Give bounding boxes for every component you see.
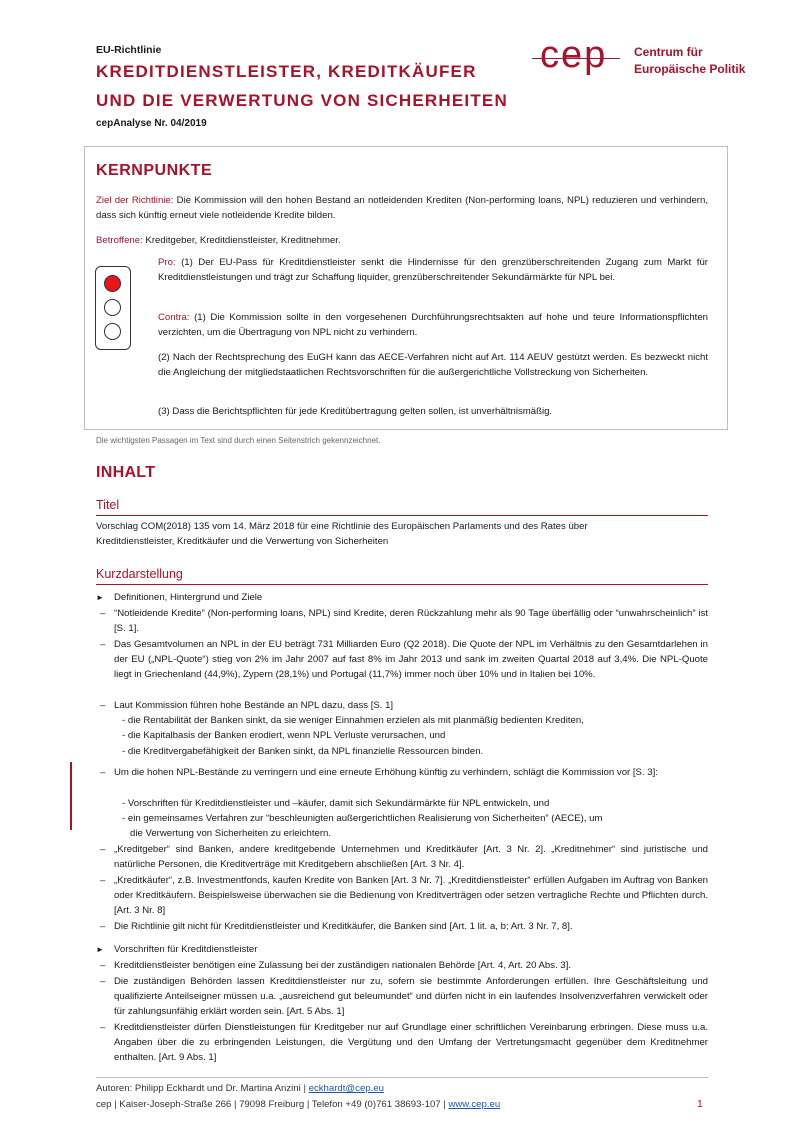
list-item: – Kreditdienstleister benötigen eine Zulassung bei der zuständigen nationalen Behörde [Art. 4, Art. 20 Abs. 3]. <box>100 960 572 971</box>
kurzdarstellung-underline <box>96 584 708 585</box>
page-number: 1 <box>697 1098 703 1110</box>
document-title-line-1: KREDITDIENSTLEISTER, KREDITKÄUFER <box>96 62 477 81</box>
kernpunkte-box <box>84 146 728 430</box>
ziel-label: Ziel der Richtlinie: <box>96 195 174 206</box>
document-kicker: EU-Richtlinie <box>96 44 162 56</box>
logo-text-line-1: Centrum für <box>634 45 703 59</box>
list-item: – „Kreditkäufer“, z.B. Investmentfonds, kaufen Kredite von Banken [Art. 3 Nr. 7]. „Kreditdienstleister“ erfüllen Aufgaben im Auftrag von Banken oder Kreditkäufern. Beispielsweise überwachen sie die Bedienung von Kreditverträgen oder setzen vertragliche Rechte und Pflichten durch. [Art. 3 Nr. 8] <box>100 875 708 917</box>
footer-authors: Autoren: Philipp Eckhardt und Dr. Martina Anzini | eckhardt@cep.eu <box>96 1083 384 1094</box>
list-item: – “Notleidende Kredite” (Non-performing loans, NPL) sind Kredite, deren Rückzahlung mehr als 90 Tage überfällig oder “unwahrscheinlich” ist [S. 1]. <box>100 608 708 635</box>
author-email-link[interactable]: eckhardt@cep.eu <box>308 1083 384 1094</box>
sub-list-item: die Verwertung von Sicherheiten zu erleichtern. <box>130 828 332 839</box>
logo-divider <box>532 58 620 59</box>
website-link[interactable]: www.cep.eu <box>448 1099 501 1110</box>
important-passage-marker <box>70 762 72 830</box>
section-arrow-icon: ► <box>96 945 104 954</box>
section-2-title: Vorschriften für Kreditdienstleister <box>114 944 258 955</box>
contra-3-paragraph: (3) Dass die Berichtspflichten für jede Kreditübertragung gelten sollen, ist unverhältnismäßig. <box>158 406 553 417</box>
betroffene-label: Betroffene: <box>96 235 143 246</box>
kurzdarstellung-heading: Kurzdarstellung <box>96 567 183 581</box>
contra-2-paragraph: (2) Nach der Rechtsprechung des EuGH kann das AECE-Verfahren nicht auf Art. 114 AEUV gestützt werden. Es bezweckt nicht die Angleichung der mitgliedstaatlichen Rechtsvorschriften für die außergerichtliche Vollstreckung von Sicherheiten. <box>158 352 708 378</box>
ziel-text: Die Kommission will den hohen Bestand an notleidenden Krediten (Non-performing loans, NPL) reduzieren und verhindern, dass sich künftig erneut viele notleidende Kredite bilden. <box>96 195 709 221</box>
section-1-title: Definitionen, Hintergrund und Ziele <box>114 592 263 603</box>
list-item: – „Kreditgeber“ sind Banken, andere kreditgebende Unternehmen und Kreditkäufer [Art. 3 Nr. 2]. „Kreditnehmer“ sind juristische und natürliche Personen, die Kreditverträge mit Kreditgebern abschließen [Art. 3 Nr. 4]. <box>100 844 708 871</box>
traffic-light-bottom-lamp <box>104 323 121 340</box>
list-item: – Die zuständigen Behörden lassen Kreditdienstleister nur zu, sofern sie bestimmte Anforderungen erfüllen. Ihre Geschäftsleitung und qualifizierte Anteilseigner müssen u.a. „ausreichend gut beleumundet“ und dürfen nicht in ein laufendes Insolvenzverfahren verwickelt oder für zahlungsunfähig erklärt worden sein. [Art. 5 Abs. 1] <box>100 976 708 1018</box>
list-item: – Kreditdienstleister dürfen Dienstleistungen für Kreditgeber nur auf Grundlage einer schriftlichen Vereinbarung erbringen. Diese muss u.a. Angaben über die zu erbringenden Leistungen, die Vergütung und den Umfang der Vertretungsmacht gegenüber dem Kreditnehmer enthalten. [Art. 9 Abs. 1] <box>100 1022 708 1064</box>
list-item: – Die Richtlinie gilt nicht für Kreditdienstleister und Kreditkäufer, die Banken sind [Art. 1 lit. a, b; Art. 3 Nr. 7, 8]. <box>100 921 573 932</box>
sub-list-item: - die Rentabilität der Banken sinkt, da sie weniger Einnahmen erzielen als mit planmäßig bedienten Krediten, <box>122 715 584 726</box>
titel-text-line-2: Kreditdienstleister, Kreditkäufer und die Verwertung von Sicherheiten <box>96 536 389 548</box>
contra-paragraph <box>158 310 708 340</box>
contra-label: Contra: <box>158 312 190 323</box>
titel-text <box>96 519 708 549</box>
footer-divider <box>96 1077 708 1078</box>
traffic-light-icon <box>95 266 131 350</box>
list-item: – Das Gesamtvolumen an NPL in der EU beträgt 731 Milliarden Euro (Q2 2018). Die Quote der NPL im Verhältnis zu den Gesamtdarlehen in der EU („NPL-Quote“) stieg von 2% im Jahr 2007 auf fast 8% im Jahr 2013 und sank im zweiten Quartal 2018 auf 3,4%. Die NPL-Quote liegt in Griechenland (44,9%), Zypern (28,1%) und Portugal (11,7%) immer noch über 10% und in Italien bei 10%. <box>100 639 708 681</box>
contra-text: (1) Die Kommission sollte in den vorgesehenen Durchführungsrechtsakten auf hohe und teure Informationspflichten verzichten, um die Übertragung von NPL nicht zu verhindern. <box>158 312 708 338</box>
pro-paragraph <box>158 255 708 285</box>
titel-underline <box>96 515 708 516</box>
betroffene-paragraph <box>96 233 708 248</box>
pro-text: (1) Der EU-Pass für Kreditdienstleister senkt die Hindernisse für den grenzüberschreitenden Zugang zum Markt für Kreditdienstleistungen und trägt zur Schaffung liquider, grenzüberschreitender Sekundärmärkte für NPL bei. <box>158 257 708 283</box>
logo-text-line-2: Europäische Politik <box>634 62 746 76</box>
cep-logo-icon: cep <box>540 34 608 76</box>
footer-address: cep | Kaiser-Joseph-Straße 266 | 79098 Freiburg | Telefon +49 (0)761 38693-107 | www.cep.eu <box>96 1099 501 1110</box>
inhalt-heading: INHALT <box>96 464 156 481</box>
titel-text-line-1: Vorschlag COM(2018) 135 vom 14. März 2018 für eine Richtlinie des Europäischen Parlaments und des Rates über <box>96 521 588 532</box>
section-1 <box>96 590 708 605</box>
sub-list-item: - die Kapitalbasis der Banken erodiert, wenn NPL Verluste verursachen, und <box>122 730 446 741</box>
traffic-light-middle-lamp <box>104 299 121 316</box>
analysis-number: cepAnalyse Nr. 04/2019 <box>96 118 207 129</box>
document-title-line-2: UND DIE VERWERTUNG VON SICHERHEITEN <box>96 91 508 110</box>
logo-text <box>634 44 745 78</box>
sidebar-note: Die wichtigsten Passagen im Text sind durch einen Seitenstrich gekennzeichnet. <box>96 436 381 445</box>
traffic-light-red-lamp <box>104 275 121 292</box>
sub-list-item: - ein gemeinsames Verfahren zur “beschleunigten außergerichtlichen Realisierung von Sicherheiten” (AECE), um <box>122 813 603 824</box>
list-item: – Laut Kommission führen hohe Bestände an NPL dazu, dass [S. 1] <box>100 700 394 711</box>
section-2 <box>96 942 708 957</box>
betroffene-text: Kreditgeber, Kreditdienstleister, Kreditnehmer. <box>142 235 341 246</box>
ziel-paragraph <box>96 193 708 223</box>
list-item: – Um die hohen NPL-Bestände zu verringern und eine erneute Erhöhung künftig zu verhindern, schlägt die Kommission vor [S. 3]: <box>100 767 658 778</box>
section-arrow-icon: ► <box>96 593 104 602</box>
sub-list-item: - die Kreditvergabefähigkeit der Banken sinkt, da NPL finanzielle Ressourcen binden. <box>122 746 484 757</box>
pro-label: Pro: <box>158 257 176 268</box>
kernpunkte-heading: KERNPUNKTE <box>96 162 213 179</box>
sub-list-item: - Vorschriften für Kreditdienstleister und –käufer, damit sich Sekundärmärkte für NPL entwickeln, und <box>122 798 550 809</box>
titel-heading: Titel <box>96 498 120 512</box>
